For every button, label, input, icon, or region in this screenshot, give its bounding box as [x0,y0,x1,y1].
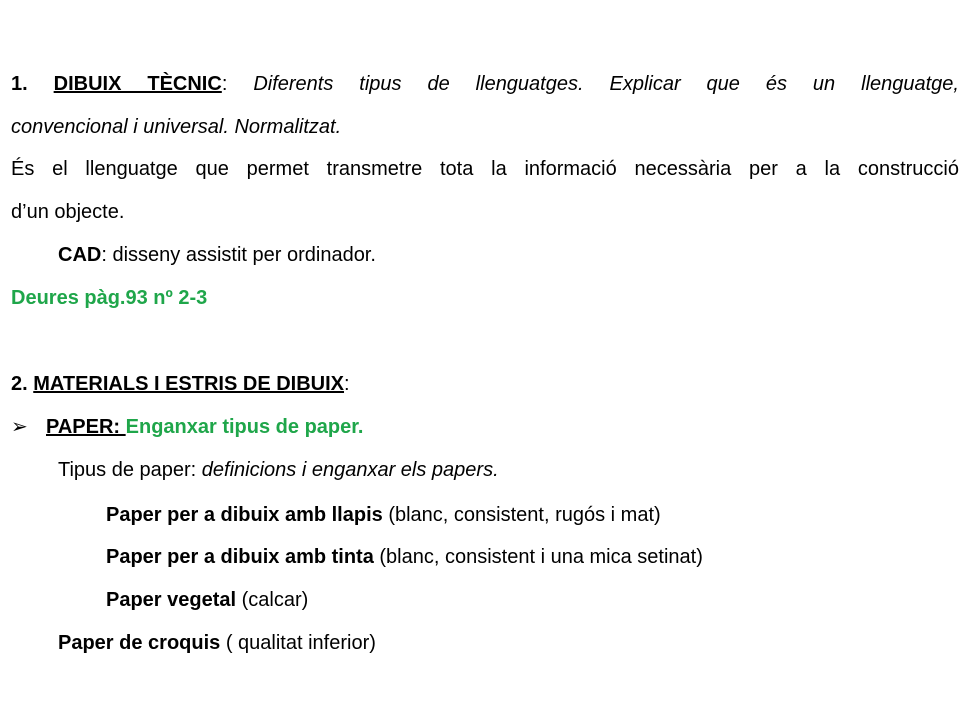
section1-desc-line1: Diferents tipus de llenguatges. Explicar que és un llenguatge, [253,73,959,95]
cad-definition: : disseny assistit per ordinador. [101,244,376,266]
paper-item-vegetal [106,588,308,612]
section1-para-line1: És el llenguatge que permet transmetre tota la informació necessària per a la construcció [11,158,959,180]
paper-item-term: Paper per a dibuix amb tinta [106,546,374,568]
cad-term: CAD [58,244,102,266]
paper-item-desc: (blanc, consistent i una mica setinat) [373,546,703,568]
paper-item-pencil [106,503,661,527]
paper-croquis-line [58,631,376,655]
section2-heading-line [11,372,350,396]
section1-desc-line2: convencional i universal. Normalitzat. [11,116,342,138]
homework-note: Deures pàg.93 nº 2-3 [11,287,208,309]
section2-title: MATERIALS I ESTRIS DE DIBUIX [33,373,345,395]
section1-title: DIBUIX TÈCNIC [53,73,222,95]
arrow-bullet-icon: ➢ [11,416,28,438]
paper-action: Enganxar tipus de paper. [125,416,364,438]
paper-item-desc: (blanc, consistent, rugós i mat) [382,504,661,526]
section2-colon: : [344,373,350,395]
croquis-desc: ( qualitat inferior) [220,632,376,654]
paper-item-term: Paper vegetal [106,589,237,611]
paper-item-ink [106,545,703,569]
paper-label: PAPER: [46,416,126,438]
paper-item-desc: (calcar) [236,589,309,611]
section1-para-line2: d’un objecte. [11,201,125,223]
types-intro-text: Tipus de paper: [58,459,202,481]
section1-number: 1. [11,73,28,95]
paper-types-intro [58,458,499,482]
section2-number: 2. [11,373,28,395]
types-intro-italic: definicions i enganxar els papers. [201,459,499,481]
croquis-term: Paper de croquis [58,632,221,654]
paper-bullet-line [11,415,363,439]
section1-colon: : [221,73,228,95]
paper-item-term: Paper per a dibuix amb llapis [106,504,383,526]
section1-heading-line [11,72,959,96]
cad-line [58,243,376,267]
